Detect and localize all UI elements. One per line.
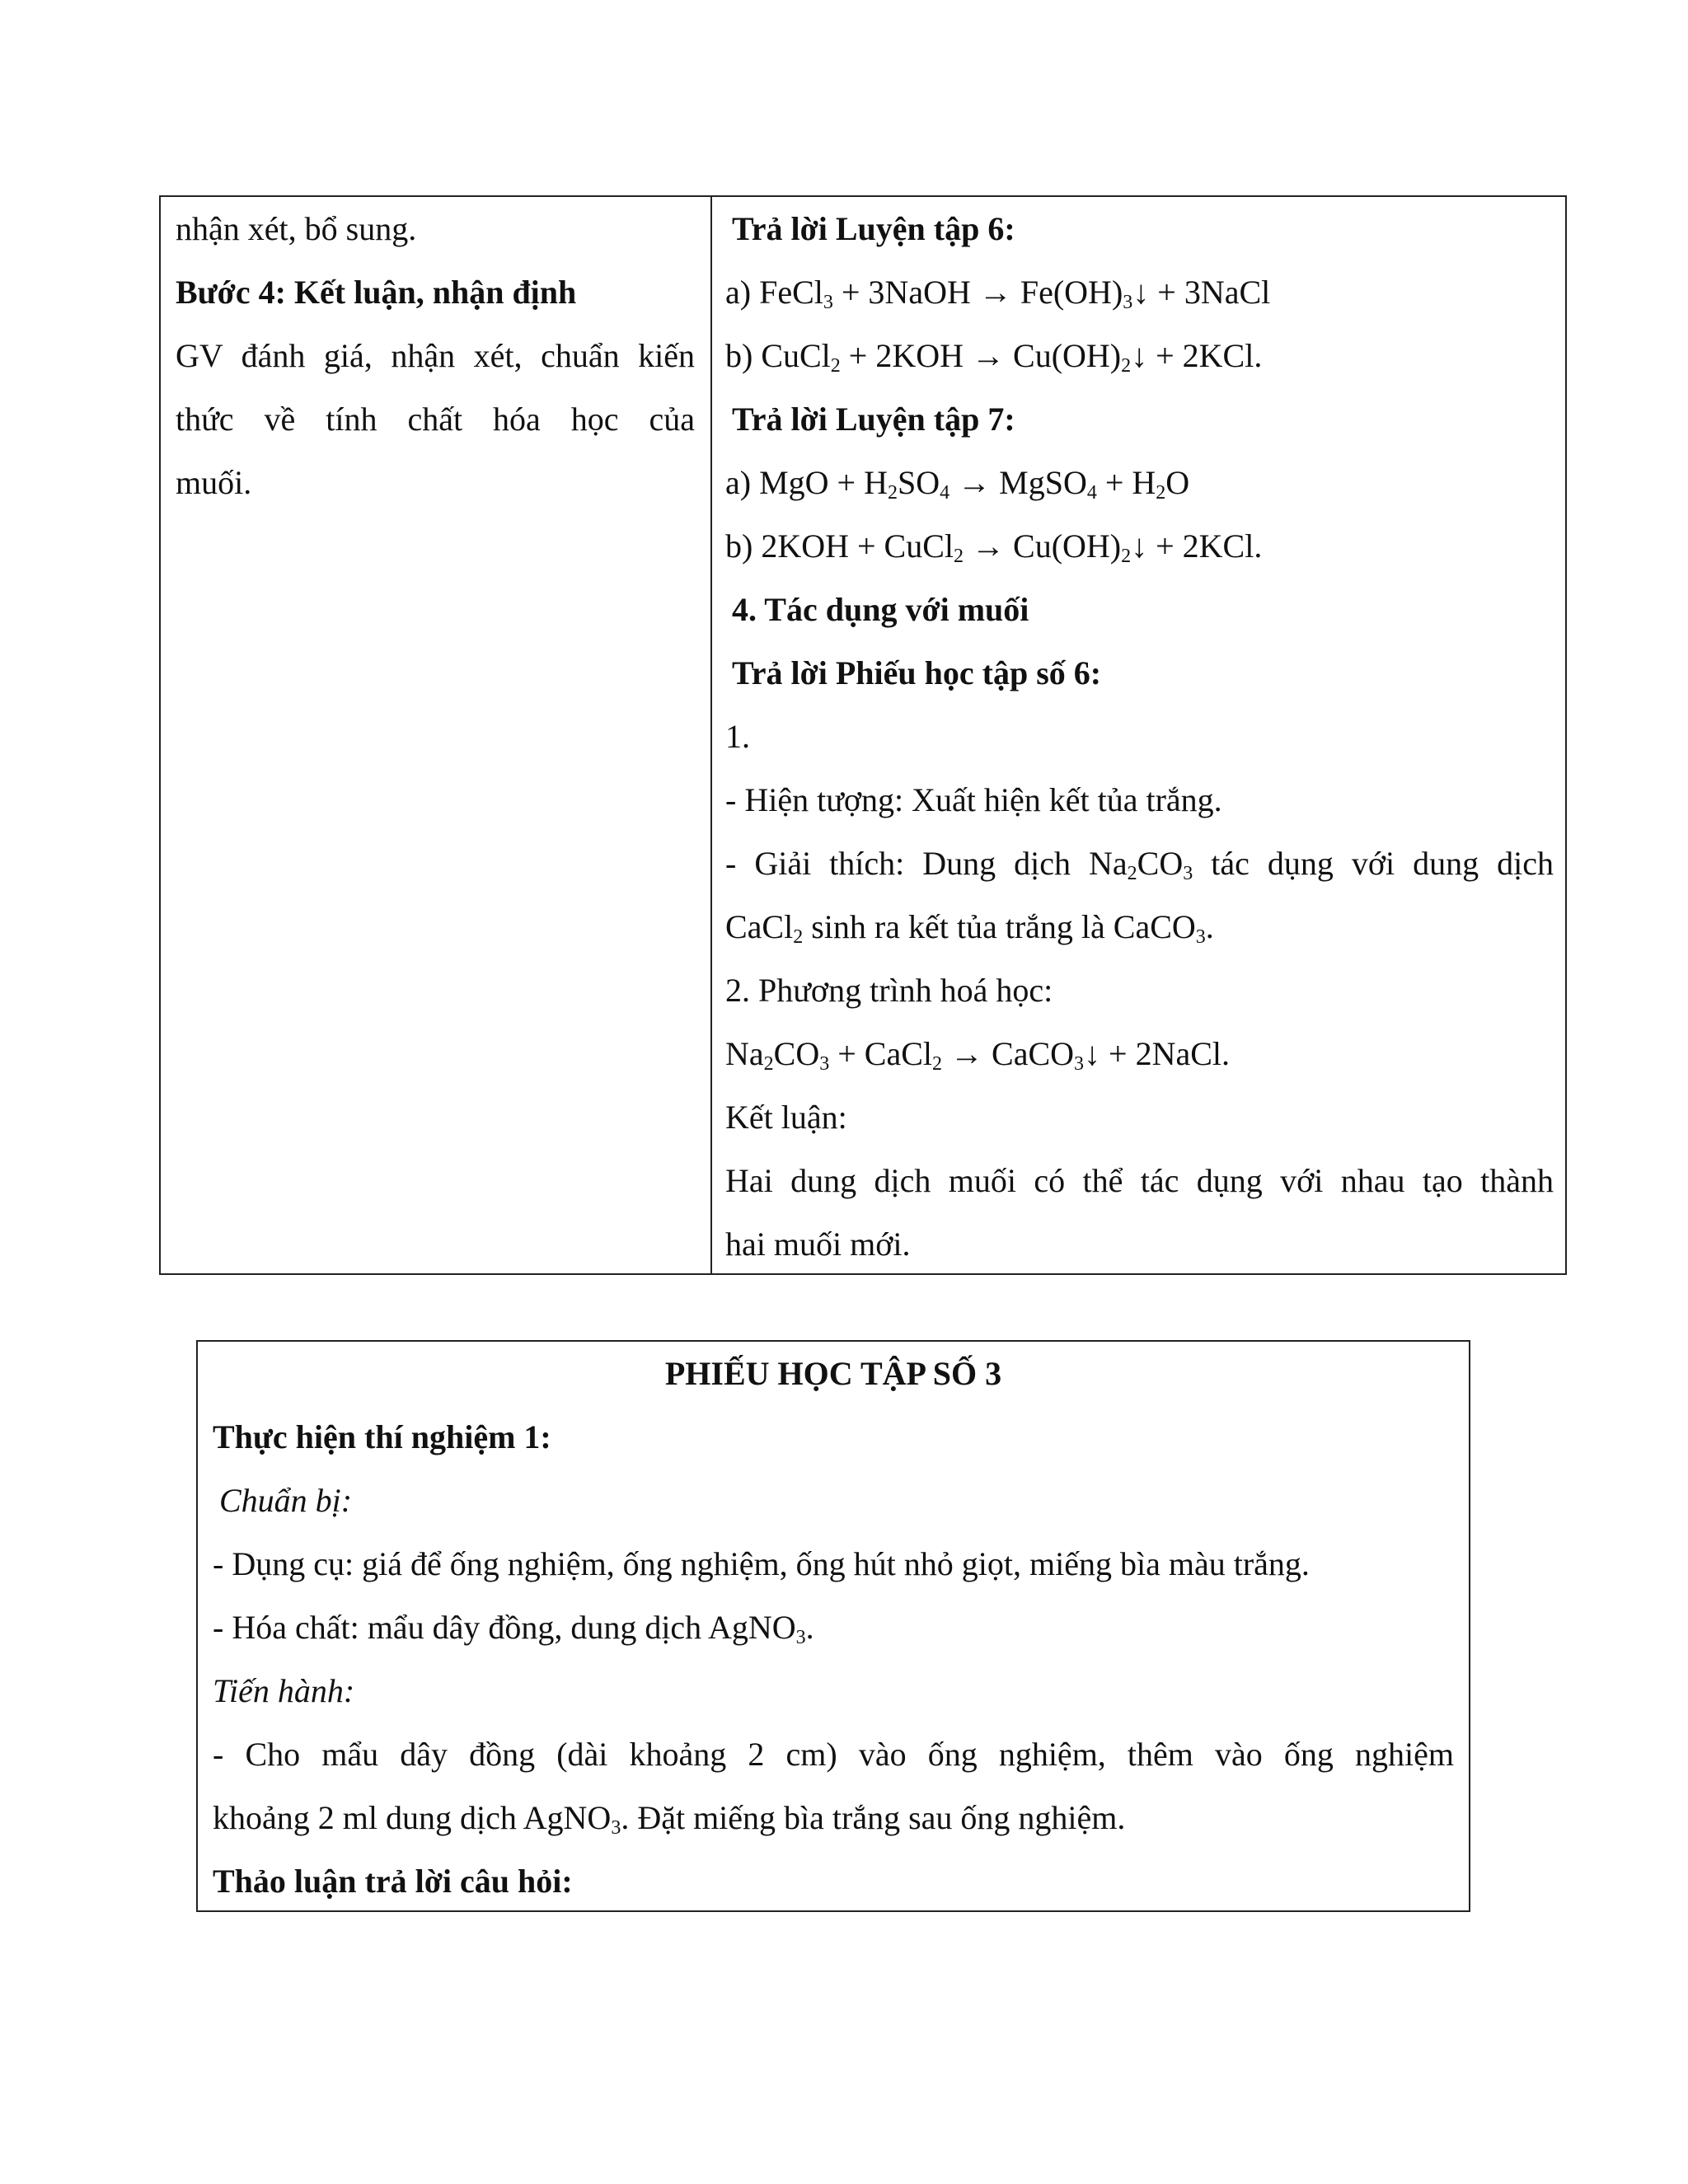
- practice-7b-equation: b) 2KOH + CuCl$_2$ → $Cu(OH)_2↓ + 2KCl$.: [725, 527, 1263, 567]
- worksheet-title: PHIẾU HỌC TẬP SỐ 3: [664, 1355, 1002, 1392]
- practice-7-heading: Trả lời Luyện tập 7:: [732, 401, 1015, 438]
- practice-6b-equation: b) CuCl$_2$ + $2KOH \to Cu(OH)_2↓ + 2KCl$.: [725, 337, 1263, 377]
- procedure-line-2: khoảng 2 ml dung dịch AgNO$_3$. Đặt miếng bìa trắng sau ống nghiệm.: [213, 1799, 1126, 1839]
- discussion-heading: Thảo luận trả lời câu hỏi:: [213, 1863, 573, 1900]
- explanation-line-2: CaCl$_2$ sinh ra kết tủa trắng là CaCO$_3$.: [725, 908, 1214, 948]
- explanation-line-1: - Giải thích: Dung dịch $Na_2CO_3$ tác dụng với dung dịch: [725, 845, 1554, 884]
- left-line-1: nhận xét, bổ sung.: [176, 210, 417, 247]
- conclusion-line-2: hai muối mới.: [725, 1226, 911, 1263]
- procedure-label: Tiến hành:: [213, 1672, 355, 1709]
- worksheet-3-box: [196, 1340, 1470, 1912]
- step-4-heading: Bước 4: Kết luận, nhận định: [176, 274, 577, 311]
- teacher-activity-column: [176, 197, 695, 514]
- expected-result-column: [725, 197, 1554, 1276]
- preparation-label: Chuẩn bị:: [219, 1482, 353, 1519]
- column-divider: [710, 197, 712, 1273]
- lesson-table: [159, 195, 1567, 1275]
- phenomenon-text: - Hiện tượng: Xuất hiện kết tủa trắng.: [725, 781, 1222, 818]
- section-4-heading: 4. Tác dụng với muối: [732, 591, 1029, 628]
- item-2: 2. Phương trình hoá học:: [725, 972, 1053, 1009]
- tools-text: - Dụng cụ: giá để ống nghiệm, ống nghiệm, ống hút nhỏ giọt, miếng bìa màu trắng.: [213, 1545, 1310, 1582]
- reaction-equation: $Na_2CO_3$ + CaCl$_2$ → CaCO$_3$↓ + 2NaCl.: [725, 1035, 1231, 1075]
- practice-7a-equation: a) MgO + $H_2SO_4$ → MgSO$_4$ + $H_2O$: [725, 464, 1190, 504]
- practice-6-heading: Trả lời Luyện tập 6:: [732, 210, 1015, 247]
- left-line-4: thức về tính chất hóa học của: [176, 401, 695, 438]
- chemicals-text: - Hóa chất: mẩu dây đồng, dung dịch AgNO$_3$.: [213, 1609, 814, 1648]
- conclusion-line-1: Hai dung dịch muối có thể tác dụng với nhau tạo thành: [725, 1162, 1554, 1199]
- item-1: 1.: [725, 718, 750, 755]
- left-line-3: GV đánh giá, nhận xét, chuẩn kiến: [176, 337, 695, 374]
- worksheet-6-heading: Trả lời Phiếu học tập số 6:: [732, 654, 1102, 691]
- conclusion-label: Kết luận:: [725, 1099, 847, 1136]
- practice-6a-equation: a) FeCl$_3$ + 3NaOH → $Fe(OH)_3↓$ + 3NaCl: [725, 274, 1271, 313]
- procedure-line-1: - Cho mẩu dây đồng (dài khoảng 2 cm) vào ống nghiệm, thêm vào ống nghiệm: [213, 1736, 1454, 1773]
- left-line-5: muối.: [176, 464, 252, 501]
- experiment-heading: Thực hiện thí nghiệm 1:: [213, 1418, 551, 1455]
